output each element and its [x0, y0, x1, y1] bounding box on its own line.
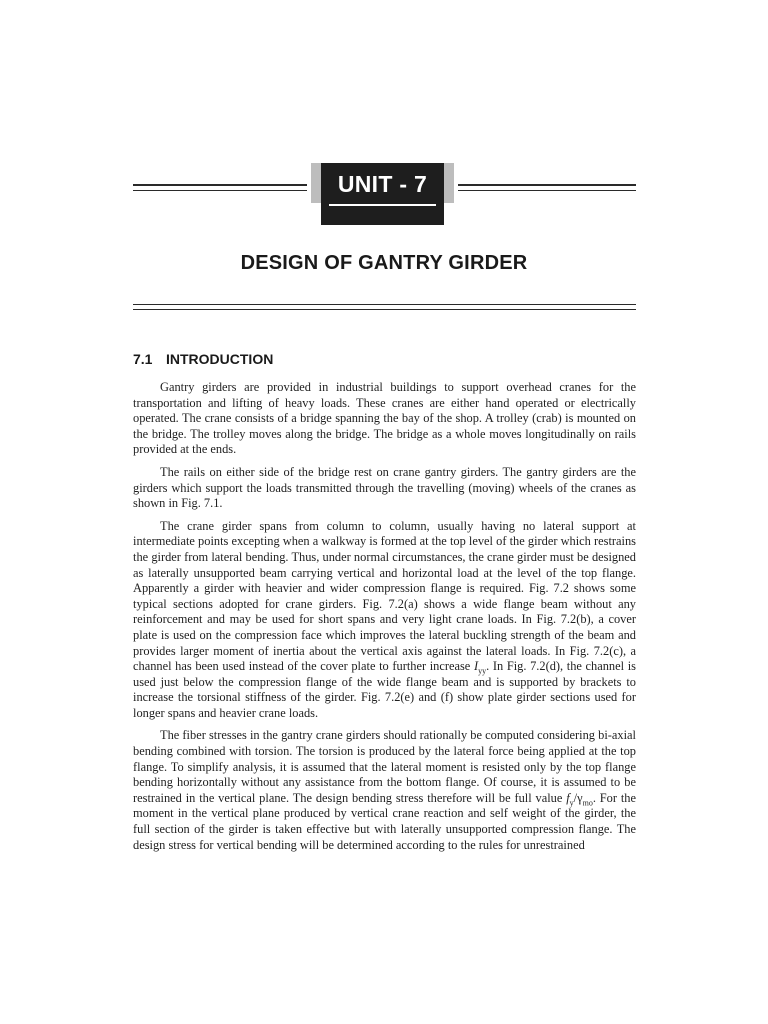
paragraph-4-part-b: . For the moment in the vertical plane produced by vertical crane reaction and self weight of the girder, the full section of the girder is taken effective but with laterally unsupported compression flange. The design stress for vertical bending will be determined according to the rules for unrestrained	[133, 790, 636, 852]
paragraph-3	[133, 519, 636, 722]
section-title: INTRODUCTION	[166, 351, 274, 367]
unit-box-shade-left	[311, 163, 321, 203]
paragraph-2: The rails on either side of the bridge rest on crane gantry girders. The gantry girders are the girders which support the loads transmitted through the travelling (moving) wheels of the cranes as shown in Fig. 7.1.	[133, 464, 636, 511]
gamma-symbol: γ	[577, 790, 583, 805]
ratio-slash: /	[573, 790, 578, 805]
unit-box-shade-right	[444, 163, 454, 203]
banner-rule-left-bottom	[133, 190, 307, 191]
chapter-title: DESIGN OF GANTRY GIRDER	[240, 252, 528, 274]
section-number: 7.1	[133, 351, 153, 367]
paragraph-4	[133, 728, 636, 853]
banner-rule-right-bottom	[458, 190, 636, 191]
banner-rule-left-top	[133, 184, 307, 186]
section-heading	[133, 351, 273, 367]
paragraph-1: Gantry girders are provided in industrial buildings to support overhead cranes for the transportation and lifting of heavy loads. These cranes are either hand operated or electrically operated. The crane consists of a bridge spanning the bay of the shop. A trolley (crab) is mounted on the bridge. The trolley moves along the bridge. The bridge as a whole moves longitudinally on rails provided at the ends.	[133, 380, 636, 457]
title-rule-bottom	[133, 309, 636, 310]
paragraph-3-part-a: The crane girder spans from column to column, usually having no lateral support at intermediate points excepting when a walkway is formed at the top level of the girder which restrains the girder from lateral bending. Thus, under normal circumstances, the crane girder must be designed as laterally unsupported beam carrying vertical and horizontal load at the level of the top flange. Apparently a girder with heavier and wider compression flange is required. Fig. 7.2 shows some typical sections adopted for crane girders. Fig. 7.2(a) shows a wide flange beam without any reinforcement and may be used for short spans and very light crane loads. In Fig. 7.2(b), a cover plate is used on the compression face which improves the lateral buckling strength of the beam and provides larger moment of inertia about the vertical axis against the lateral loads. In Fig. 7.2(c), a channel has been used instead of the cover plate to further increase	[133, 518, 636, 674]
body-text	[133, 380, 636, 860]
banner-rule-right-top	[458, 184, 636, 186]
fy-subscript: y	[569, 798, 574, 808]
gamma-subscript: mo	[582, 798, 593, 808]
unit-underline	[329, 204, 436, 206]
paragraph-4-part-a: The fiber stresses in the gantry crane girders should rationally be computed considering bi-axial bending combined with torsion. The torsion is produced by the lateral force being applied at the top flange. To simplify analysis, it is assumed that the lateral moment is resisted only by the top flange bending horizontally without any assistance from the bottom flange. Of course, it is assumed to be restrained in the vertical plane. The design bending stress therefore will be full value	[133, 728, 636, 805]
inertia-symbol: I	[473, 659, 479, 674]
paragraph-3-part-b: . In Fig. 7.2(d), the channel is used just below the compression flange of the wide flange beam and is supported by brackets to increase the torsional stiffness of the girder. Fig. 7.2(e) and (f) show plate girder sections used for longer spans and heavier crane loads.	[133, 659, 636, 720]
inertia-subscript: yy	[478, 666, 487, 676]
fy-symbol: f	[566, 790, 570, 805]
unit-label: UNIT - 7	[337, 171, 428, 197]
title-rule-top	[133, 304, 636, 305]
